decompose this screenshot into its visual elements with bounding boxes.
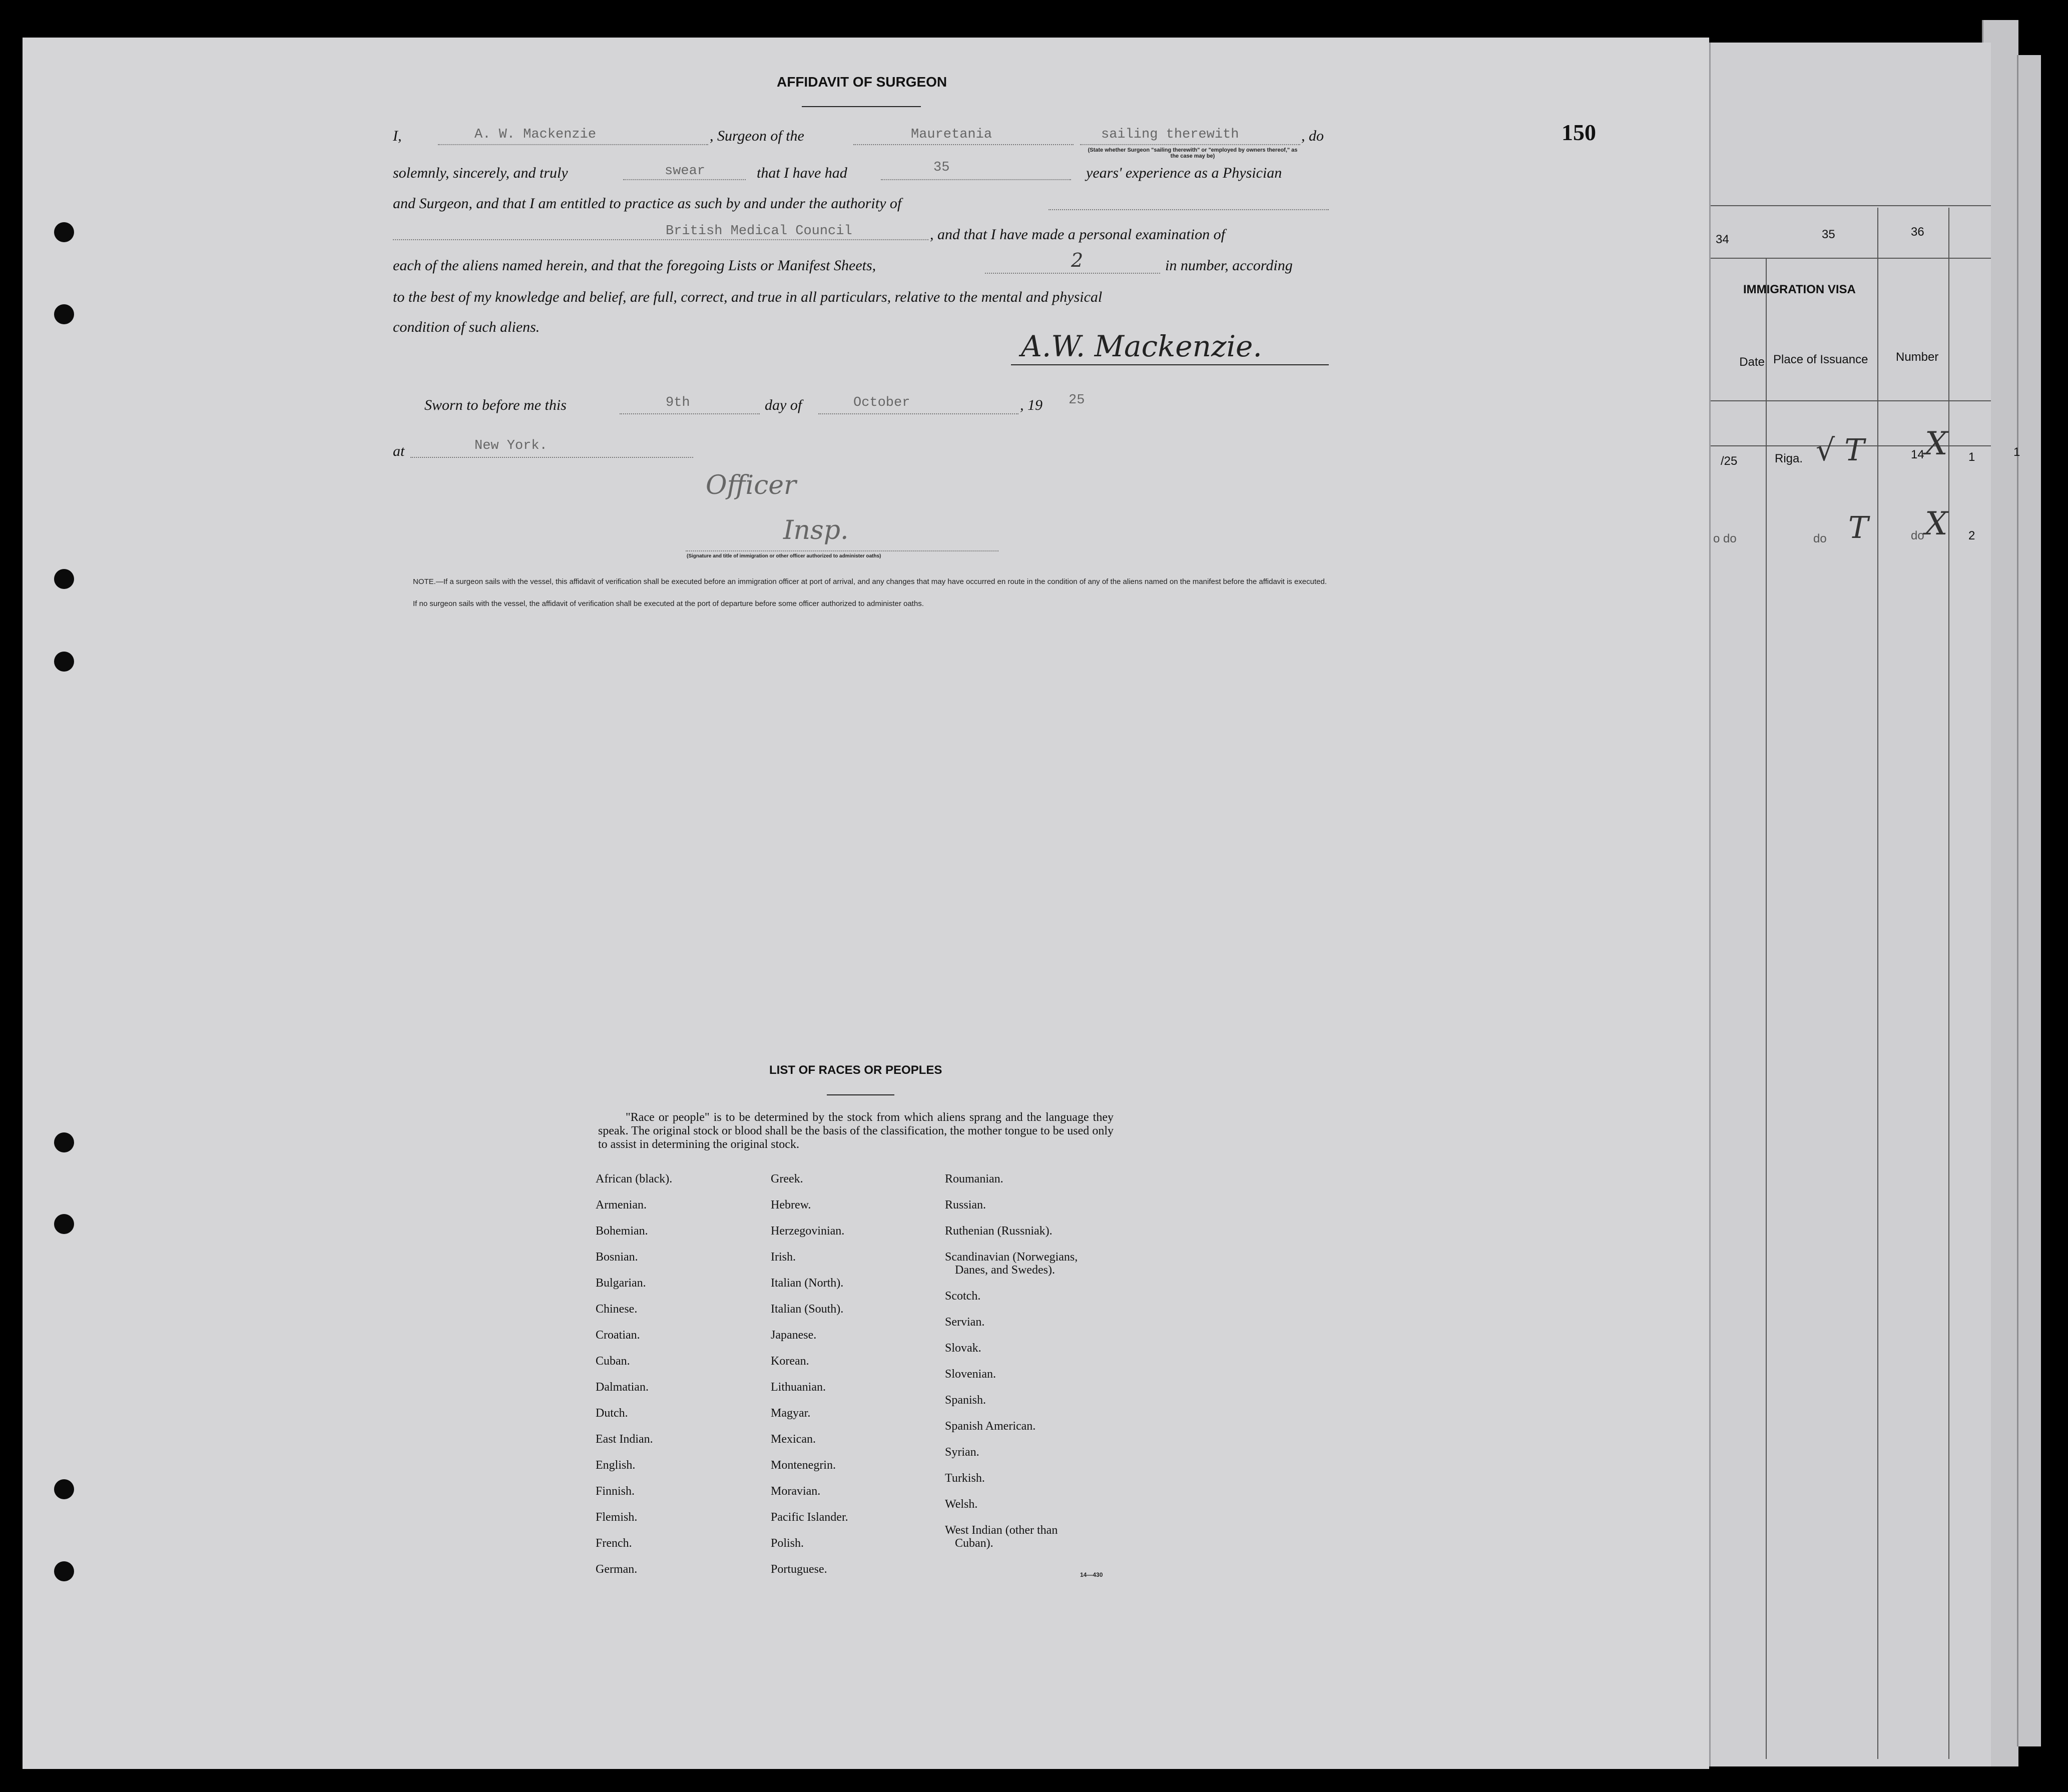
race-item: Russian.	[945, 1199, 986, 1212]
race-item: Japanese.	[771, 1329, 817, 1342]
race-item: Portuguese.	[771, 1563, 827, 1576]
oath-type: swear	[665, 164, 706, 179]
note-no-surgeon: If no surgeon sails with the vessel, the affidavit of verification shall be executed at the port of departure before some officer authorized to administer oaths.	[413, 600, 924, 608]
vessel-line	[853, 144, 1074, 145]
oath-line	[623, 179, 746, 180]
races-intro: "Race or people" is to be determined by the stock from which aliens sprang and the language they speak. The original stock or blood shall be the basis of the classification, the mother tongue to be used only to assist in determining the original stock.	[598, 1111, 1114, 1151]
officer-caption: (Signature and title of immigration or other officer authorized to administer oaths)	[687, 553, 881, 559]
at-label: at	[393, 443, 405, 459]
col-number-34: 34	[1716, 233, 1729, 246]
race-item: French.	[596, 1537, 632, 1550]
sheets-count: 2	[1071, 249, 1084, 271]
race-item: Montenegrin.	[771, 1459, 836, 1472]
race-item: Bosnian.	[596, 1251, 638, 1264]
sworn-month: October	[853, 395, 910, 410]
authority-line	[393, 239, 928, 240]
race-item: Dutch.	[596, 1407, 628, 1420]
race-item: Danes, and Swedes).	[955, 1264, 1055, 1277]
place-line	[410, 457, 693, 458]
year-suffix: 25	[1069, 393, 1085, 408]
binder-hole	[54, 304, 74, 324]
solemnly-label: solemnly, sincerely, and truly	[393, 165, 568, 181]
binder-hole	[54, 1561, 74, 1581]
day-of-label: day of	[765, 397, 802, 413]
race-item: Scotch.	[945, 1290, 981, 1303]
race-item: Herzegovinian.	[771, 1225, 845, 1238]
examination-label: , and that I have made a personal examination of	[930, 226, 1225, 243]
number-label: in number, according	[1165, 257, 1293, 274]
binder-hole	[54, 569, 74, 589]
authority-body: British Medical Council	[666, 224, 852, 239]
binder-hole	[54, 1132, 74, 1152]
i-label: I,	[393, 128, 402, 144]
races-column-3	[945, 1172, 1078, 1550]
title-underline	[802, 106, 921, 107]
race-item: Bohemian.	[596, 1225, 648, 1238]
race-item: Magyar.	[771, 1407, 811, 1420]
visa-header-place: Place of Issuance	[1773, 353, 1868, 366]
race-item: Moravian.	[771, 1485, 821, 1498]
check-x-icon: X	[1925, 425, 1948, 462]
race-item: Polish.	[771, 1537, 804, 1550]
visa-row1-line: 1	[1968, 450, 1975, 464]
sworn-place: New York.	[474, 438, 548, 453]
race-item: Italian (South).	[771, 1303, 844, 1316]
race-item: Mexican.	[771, 1433, 816, 1446]
officer-signature: Officer	[706, 470, 796, 500]
races-underline	[827, 1094, 894, 1095]
race-item: West Indian (other than	[945, 1524, 1058, 1537]
visa-row1-number: 14	[1911, 448, 1924, 461]
form-number: 14—430	[1080, 1571, 1103, 1578]
binder-hole	[54, 1214, 74, 1234]
sailing-note: (State whether Surgeon "sailing therewith" or "employed by owners thereof," as the case may be)	[1088, 147, 1298, 159]
officer-line	[686, 550, 998, 551]
authority-label: and Surgeon, and that I am entitled to practice as such by and under the authority of	[393, 195, 902, 212]
col-number-35: 35	[1822, 228, 1835, 241]
binder-hole	[54, 1479, 74, 1499]
race-item: Dalmatian.	[596, 1381, 649, 1394]
note-surgeon-sails: NOTE.—If a surgeon sails with the vessel, this affidavit of verification shall be executed before an immigration officer at port of arrival, and any changes that may have occurred en route in the condition of any of the aliens named on the manifest before the affidavit is executed.	[413, 577, 1327, 586]
visa-row2-number: do	[1911, 529, 1924, 542]
race-item: Slovenian.	[945, 1368, 996, 1381]
checkmark-icon: √ T	[1816, 433, 1865, 468]
race-item: Italian (North).	[771, 1277, 844, 1290]
race-item: Armenian.	[596, 1199, 647, 1212]
signature-line	[1011, 364, 1329, 365]
race-item: East Indian.	[596, 1433, 653, 1446]
race-item: Welsh.	[945, 1498, 978, 1511]
races-column-2	[771, 1172, 848, 1589]
years-line	[881, 179, 1071, 180]
race-item: Bulgarian.	[596, 1277, 646, 1290]
race-item: Flemish.	[596, 1511, 638, 1524]
race-item: Turkish.	[945, 1472, 985, 1485]
race-item: Pacific Islander.	[771, 1511, 848, 1524]
binder-hole	[54, 652, 74, 672]
race-item: Servian.	[945, 1316, 985, 1329]
race-item: English.	[596, 1459, 636, 1472]
race-item: Croatian.	[596, 1329, 640, 1342]
page-edge	[2017, 55, 2041, 1746]
experience-label: years' experience as a Physician	[1086, 165, 1282, 181]
race-item: Cuban.	[596, 1355, 630, 1368]
day-line	[620, 413, 760, 414]
page-number: 150	[1562, 120, 1596, 145]
race-item: Ruthenian (Russniak).	[945, 1225, 1053, 1238]
binder-hole	[54, 222, 74, 242]
race-item: Irish.	[771, 1251, 796, 1264]
race-item: Greek.	[771, 1172, 803, 1185]
years-experience: 35	[933, 160, 950, 175]
had-label: that I have had	[757, 165, 847, 181]
visa-sheet	[1709, 43, 2020, 1766]
race-item: Roumanian.	[945, 1172, 1003, 1185]
condition-label: condition of such aliens.	[393, 319, 540, 335]
each-label: each of the aliens named herein, and that the foregoing Lists or Manifest Sheets,	[393, 257, 876, 274]
visa-row1-outer: 1	[2013, 445, 2020, 459]
visa-row2-line: 2	[1968, 529, 1975, 542]
sailing-line	[1080, 144, 1300, 145]
visa-title: IMMIGRATION VISA	[1743, 283, 1856, 296]
race-item: Scandinavian (Norwegians,	[945, 1251, 1078, 1264]
sworn-label: Sworn to before me this	[424, 397, 567, 413]
visa-row1-place: Riga.	[1775, 452, 1803, 465]
officer-title: Insp.	[783, 515, 849, 545]
col-number-36: 36	[1911, 225, 1924, 239]
visa-row2-place: do	[1813, 532, 1827, 545]
visa-header-date: Date	[1739, 355, 1765, 369]
race-item: Finnish.	[596, 1485, 635, 1498]
race-item: Spanish.	[945, 1394, 986, 1407]
authority-line-top	[1049, 209, 1329, 210]
surgeon-of-label: , Surgeon of the	[710, 128, 804, 144]
sailing-status: sailing therewith	[1101, 127, 1239, 142]
affidavit-title: AFFIDAVIT OF SURGEON	[777, 74, 947, 90]
races-column-1	[596, 1172, 672, 1589]
visa-header-number: Number	[1896, 350, 1939, 364]
check-x-icon: X	[1925, 505, 1948, 542]
race-item: German.	[596, 1563, 638, 1576]
sworn-day: 9th	[666, 395, 690, 410]
do-label: , do	[1301, 128, 1324, 144]
name-line	[438, 144, 708, 145]
sheets-line	[985, 273, 1160, 274]
month-line	[818, 413, 1018, 414]
race-item: Hebrew.	[771, 1199, 811, 1212]
race-item: Lithuanian.	[771, 1381, 826, 1394]
race-item: Cuban).	[955, 1537, 993, 1550]
race-item: African (black).	[596, 1172, 673, 1185]
race-item: Chinese.	[596, 1303, 638, 1316]
race-item: Spanish American.	[945, 1420, 1036, 1433]
tick-mark-icon: T	[1848, 510, 1869, 545]
vessel-name: Mauretania	[911, 127, 992, 142]
visa-row1-date: /25	[1721, 454, 1738, 468]
race-item: Syrian.	[945, 1446, 979, 1459]
year-prefix: , 19	[1020, 397, 1043, 413]
race-item: Korean.	[771, 1355, 809, 1368]
surgeon-name: A. W. Mackenzie	[474, 127, 597, 142]
visa-row2-date: o do	[1713, 532, 1737, 545]
surgeon-signature: A.W. Mackenzie.	[1021, 329, 1262, 363]
best-label: to the best of my knowledge and belief, are full, correct, and true in all particulars, relative to the mental and physical	[393, 289, 1103, 305]
races-title: LIST OF RACES OR PEOPLES	[769, 1063, 942, 1077]
race-item: Slovak.	[945, 1342, 981, 1355]
